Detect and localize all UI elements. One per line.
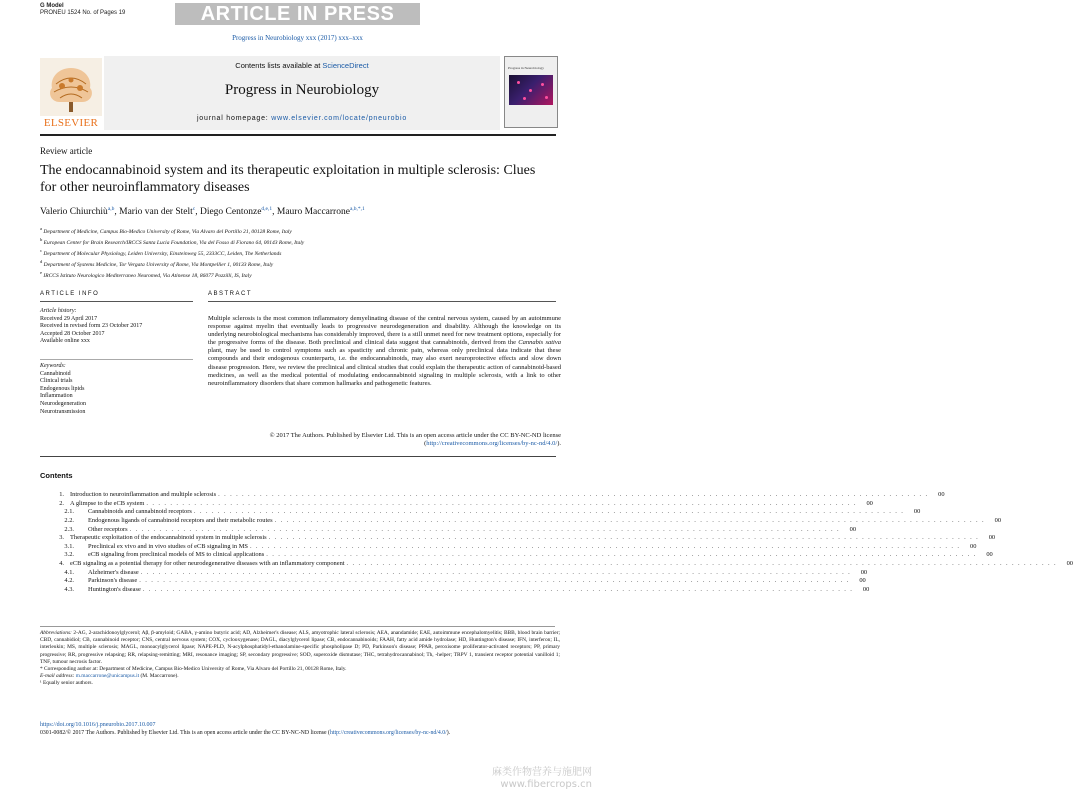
gmodel-line: G Model	[40, 3, 64, 9]
keywords-divider	[40, 359, 193, 360]
toc-entry-number: 2.	[59, 499, 64, 507]
toc-entry-title[interactable]: A glimpse to the eCB system	[70, 499, 145, 507]
toc-entry-number: 4.	[59, 560, 64, 568]
keywords-label: Keywords:	[40, 363, 66, 369]
toc-entry-page: 00	[938, 491, 945, 498]
cover-artwork	[509, 75, 553, 105]
toc-entry-number: 3.1.	[64, 542, 74, 550]
article-info-heading: ARTICLE INFO	[40, 291, 100, 297]
keyword: Neurotransmission	[40, 408, 86, 415]
affiliation	[40, 236, 555, 247]
toc-entry-page: 00	[860, 568, 868, 576]
license-link[interactable]: http://creativecommons.org/licenses/by-nc-nd/4.0/	[426, 440, 558, 448]
toc-entry[interactable]	[40, 568, 868, 578]
affiliation-marker[interactable]: a,b	[107, 206, 115, 212]
author-name[interactable]: Diego Centonze	[199, 207, 262, 218]
history-label: Article history:	[40, 308, 77, 314]
toc-entry-number: 3.2.	[64, 551, 74, 559]
toc-entry[interactable]	[40, 499, 873, 509]
issn-license-link[interactable]: http://creativecommons.org/licenses/by-nc-nd/4.0/	[329, 730, 447, 736]
affiliation-list	[40, 225, 555, 280]
toc-entry[interactable]	[40, 560, 1073, 569]
journal-cover-image	[504, 56, 558, 128]
toc-entry-page: 00	[859, 577, 866, 585]
doi-link[interactable]: https://doi.org/10.1016/j.pneurobio.2017.10.007	[40, 722, 156, 728]
cover-title: Progress in Neurobiology	[508, 66, 544, 70]
abstract-divider	[208, 301, 556, 302]
affiliation-marker: c	[40, 248, 43, 254]
toc-entry-page: 00	[994, 516, 1002, 524]
history-entry: Received in revised form 23 October 2017	[40, 323, 143, 330]
homepage-link[interactable]: www.elsevier.com/locate/pneurobio	[271, 115, 408, 122]
tree-icon	[40, 58, 102, 116]
affiliation-text: Department of Molecular Physiology, Leiden University, Einsteinweg 55, 2333CC, Leiden, The Netherlands	[43, 250, 282, 257]
article-title: The endocannabinoid system and its therapeutic exploitation in multiple sclerosis: Clues for other neuroinflammatory diseases	[40, 163, 536, 195]
toc-entry-title[interactable]: Other receptors	[88, 525, 128, 533]
toc-entry[interactable]	[40, 508, 921, 517]
affiliation-marker: a	[40, 226, 43, 231]
affiliation-text: Department of Systems Medicine, Tor Vergata University of Rome, Via Montpellier 1, 00133 Rome, Italy	[43, 261, 274, 268]
abbreviations-text: 2-AG, 2-arachidonoylglycerol; Aβ, β-amyloid; GABA, γ-amino butyric acid; AD, Alzheimer's disease; ALS, amyotrophic lateral sclerosis; AEA, anandamide; EAE, autoimmune encephalomyelitis; BBB, blood brain barrier; CBD, cannabidiol; CB, cannabinoid receptor; CNS, central nervous system; COX, cyclooxygenase; DAGL, diacylglycerol lipase; CB, endocannabinoids; FAAH, fatty acid amide hydrolase; HD, Huntington's disease; IFN, interferon; IL, interleukin; MS, multiple sclerosis; MAGL, monoacylglycerol lipase; NAPE-PLD, N-acylphosphatidyl-ethanolamine-specific phospholipase D; PD, Parkinson's disease; PPAR, peroxisome proliferator-activated receptors; PP, primary progressive; RR, progressive relapsing; RR, relapsing-remitting; MRI, resonance imaging; SP, secondary progressive; SOD, superoxide dismutase; THC, tetrahydrocannabinol; Th, -helper; TRPV 1, transient receptor potential vanilloid 1; TNF, tumour necrosis factor.	[40, 630, 560, 665]
toc-entry-title[interactable]: Endogenous ligands of cannabinoid receptors and their metabolic routes	[88, 516, 273, 524]
affiliation-text: IRCCS Istituto Neurologico Mediterraneo Neuromed, Via Atinense 18, 86077 Pozzilli, IS, Italy	[43, 272, 252, 279]
sciencedirect-link[interactable]: ScienceDirect	[322, 61, 369, 70]
author[interactable]	[277, 207, 365, 217]
toc-entry-number: 2.2.	[64, 516, 74, 524]
affiliation	[40, 247, 555, 258]
affiliation-marker: d	[40, 259, 43, 265]
contents-heading: Contents	[40, 471, 73, 480]
toc-entry-title[interactable]: eCB signaling as a potential therapy for other neurodegenerative diseases with an inflammatory component	[70, 560, 345, 568]
equal-contribution-note: ¹ Equally senior authors.	[40, 680, 93, 687]
toc-entry-page: 00	[862, 586, 870, 594]
author-name[interactable]: Valerio Chiurchiù	[40, 207, 108, 218]
author-name[interactable]: Mario van der Stelt	[119, 207, 193, 218]
info-divider	[40, 301, 193, 302]
abbreviations	[40, 630, 560, 666]
author-name[interactable]: Mauro Maccarrone	[276, 207, 350, 218]
toc-entry[interactable]	[40, 534, 996, 543]
toc-entry-title[interactable]: Cannabinoids and cannabinoid receptors	[88, 508, 192, 516]
history-entry: Accepted 28 October 2017	[40, 330, 105, 337]
toc-entry[interactable]	[40, 542, 977, 552]
affiliation	[40, 258, 555, 269]
header-divider	[40, 134, 556, 136]
watermark-line: 麻类作物营养与施肥网	[492, 767, 592, 778]
species-name: Cannabis sativa	[518, 339, 561, 347]
homepage-label: journal homepage:	[196, 115, 269, 122]
author-list: Valerio Chiurchiù$^{a,b}$, Mario van der Stelt$^c$, Diego Centonze$^{d,e,1}$, Mauro Maccarrone$^{a,b,*,1}$	[40, 206, 365, 218]
email-link[interactable]: m.maccarrone@unicampus.it	[75, 673, 140, 680]
toc-entry[interactable]	[40, 516, 1002, 526]
keyword: Cannabinoid	[40, 370, 71, 377]
footnotes	[40, 630, 560, 688]
toc-leader-dots: . . . . . . . . . . . . . . . . . . . . . . . . . . . . . . . . . . . . . . . . . . . . . . . . . . . . . . . . . . . . . . . . . . . . . . . . . . . . . . . . . . . . . . . . . . . . . . . . . . . . . . . . . . . . . . . . . . . . . . .	[142, 586, 854, 594]
toc-entry-page: 00	[1066, 560, 1073, 568]
history-entry: Received 29 April 2017	[40, 315, 98, 322]
affiliation	[40, 225, 555, 236]
toc-leader-dots: . . . . . . . . . . . . . . . . . . . . . . . . . . . . . . . . . . . . . . . . . . . . . . . . . . . . . . . . . . . . . . . . . . . . . . . . . . . . . . . . . . . . . . . . . . . . . . . . . . . . . . . . . . . . . . . . . . . . . . .	[218, 491, 929, 498]
author[interactable]	[119, 207, 195, 217]
license-suffix: ).	[557, 440, 561, 448]
toc-entry[interactable]	[40, 491, 945, 500]
abstract-text: Multiple sclerosis is the most common inflammatory demyelinating disease of the central nervous system, caused by an autoimmune response against myelin that eventually leads to progressive neurodegeneration and disability. Although the knowledge on its underlying neurobiological mechanisms has considerably improved, there is a still unmet need for new treatment options, especially for the progressive forms of the disease. Both preclinical and clinical data suggest that cannabinoids, derived from the Cannabis sativa plant, may be used to control symptoms such as spasticity and chronic pain, whereas only preclinical data indicate that these compounds and their endogenous counterparts, i.e. the endocannabinoids, may also exert neuroprotective effects and slow down disease progression. Here, we review the preclinical and clinical studies that could explain the therapeutic action of cannabinoid-based medicines, as well as the medical potential of modulating endocannabinoid signaling in multiple sclerosis, with a link to other neuroinflammatory disorders that share common hallmarks and pathogenetic features.	[208, 315, 561, 387]
toc-entry-number: 3.	[59, 534, 64, 542]
journal-homepage-line	[110, 115, 494, 122]
toc-entry-page: 00	[970, 542, 977, 550]
toc-entry-title[interactable]: Alzheimer's disease	[88, 568, 139, 576]
keyword: Inflammation	[40, 393, 73, 400]
issn-suffix: ).	[446, 730, 451, 736]
toc-leader-dots: . . . . . . . . . . . . . . . . . . . . . . . . . . . . . . . . . . . . . . . . . . . . . . . . . . . . . . . . . . . . . . . . . . . . . . . . . . . . . . . . . . . . . . . . . . . . . . . . . . . . . . . . . . . . . . . . . . . . . . .	[129, 525, 841, 533]
toc-entry[interactable]	[40, 586, 870, 595]
site-watermark	[400, 767, 592, 791]
publisher-name: ELSEVIER	[43, 117, 99, 129]
toc-leader-dots: . . . . . . . . . . . . . . . . . . . . . . . . . . . . . . . . . . . . . . . . . . . . . . . . . . . . . . . . . . . . . . . . . . . . . . . . . . . . . . . . . . . . . . . . . . . . . . . . . . . . . . . . . . . . . . . . . . . . . . .	[274, 516, 986, 524]
toc-entry-title[interactable]: Preclinical ex vivo and in vivo studies of eCB signaling in MS	[88, 542, 248, 550]
toc-entry-title[interactable]: Parkinson's disease	[88, 577, 138, 585]
keyword: Clinical trials	[40, 378, 73, 385]
article-in-press-banner: ARTICLE IN PRESS	[175, 3, 420, 25]
license-statement	[208, 432, 561, 448]
affiliation-text: European Center for Brain Research/IRCCS Santa Lucia Foundation, Via del Fosso di Fiorano 64, 00143 Rome, Italy	[43, 239, 305, 246]
email-line	[40, 673, 560, 680]
toc-entry-number: 4.3.	[64, 586, 74, 594]
toc-entry[interactable]	[40, 577, 866, 586]
toc-entry-title[interactable]: Huntington's disease	[88, 586, 141, 594]
journal-citation[interactable]: Progress in Neurobiology xxx (2017) xxx–xxx	[232, 34, 363, 42]
keyword: Endogenous lipids	[40, 385, 85, 392]
toc-entry[interactable]	[40, 551, 993, 560]
affiliation-marker[interactable]: d,e,1	[261, 206, 273, 212]
toc-leader-dots: . . . . . . . . . . . . . . . . . . . . . . . . . . . . . . . . . . . . . . . . . . . . . . . . . . . . . . . . . . . . . . . . . . . . . . . . . . . . . . . . . . . . . . . . . . . . . . . . . . . . . . . . . . . . . . . . . . . . . . .	[346, 560, 1057, 568]
abstract-heading: ABSTRACT	[208, 291, 253, 297]
contents-available-line	[110, 61, 494, 70]
toc-entry-page: 00	[866, 499, 873, 507]
toc-entry-number: 2.3.	[64, 525, 74, 533]
pages-line: PRONEU 1524 No. of Pages 19	[40, 10, 126, 16]
article-type: Review article	[40, 146, 93, 156]
toc-entry-number: 4.2.	[64, 577, 74, 585]
toc-leader-dots: . . . . . . . . . . . . . . . . . . . . . . . . . . . . . . . . . . . . . . . . . . . . . . . . . . . . . . . . . . . . . . . . . . . . . . . . . . . . . . . . . . . . . . . . . . . . . . . . . . . . . . . . . . . . . . . . . . . . . . .	[146, 499, 857, 507]
toc-leader-dots: . . . . . . . . . . . . . . . . . . . . . . . . . . . . . . . . . . . . . . . . . . . . . . . . . . . . . . . . . . . . . . . . . . . . . . . . . . . . . . . . . . . . . . . . . . . . . . . . . . . . . . . . . . . . . . . . . . . . . . .	[140, 568, 852, 576]
abstract-bottom-divider	[40, 456, 556, 457]
corresponding-author: * Corresponding author at: Department of Medicine, Campus Bio-Medico University of Rome, Via Alvaro del Portillo 21, 00128 Rome, Italy.	[40, 666, 347, 673]
contents-prefix: Contents lists available at	[235, 61, 321, 70]
keyword: Neurodegeneration	[40, 400, 86, 407]
toc-leader-dots: . . . . . . . . . . . . . . . . . . . . . . . . . . . . . . . . . . . . . . . . . . . . . . . . . . . . . . . . . . . . . . . . . . . . . . . . . . . . . . . . . . . . . . . . . . . . . . . . . . . . . . . . . . . . . . . . . . . . . . .	[139, 577, 850, 585]
affiliation	[40, 269, 555, 280]
toc-leader-dots: . . . . . . . . . . . . . . . . . . . . . . . . . . . . . . . . . . . . . . . . . . . . . . . . . . . . . . . . . . . . . . . . . . . . . . . . . . . . . . . . . . . . . . . . . . . . . . . . . . . . . . . . . . . . . . . . . . . . . . .	[193, 508, 905, 516]
author[interactable]	[40, 207, 114, 217]
affiliation-marker[interactable]: a,b,*,1	[349, 206, 365, 212]
toc-entry-title[interactable]: Therapeutic exploitation of the endocannabinoid system in multiple sclerosis	[70, 534, 267, 542]
toc-leader-dots: . . . . . . . . . . . . . . . . . . . . . . . . . . . . . . . . . . . . . . . . . . . . . . . . . . . . . . . . . . . . . . . . . . . . . . . . . . . . . . . . . . . . . . . . . . . . . . . . . . . . . . . . . . . . . . . . . . . . . . .	[268, 534, 980, 542]
issn-prefix: 0301-0082/© 2017 The Authors. Published by Elsevier Ltd. This is an open access article under the CC BY-NC-ND license (	[40, 730, 330, 736]
license-prefix: © 2017 The Authors. Published by Elsevier Ltd. This is an open access article under the CC BY-NC-ND license (	[269, 432, 561, 448]
affiliation-text: Department of Medicine, Campus Bio-Medico University of Rome, Via Alvaro del Portillo 21, 00128 Rome, Italy	[43, 228, 292, 235]
toc-entry-number: 4.1.	[64, 568, 74, 576]
history-entry: Available online xxx	[40, 338, 90, 345]
toc-entry[interactable]	[40, 525, 857, 535]
keyword-list	[40, 363, 200, 416]
toc-leader-dots: . . . . . . . . . . . . . . . . . . . . . . . . . . . . . . . . . . . . . . . . . . . . . . . . . . . . . . . . . . . . . . . . . . . . . . . . . . . . . . . . . . . . . . . . . . . . . . . . . . . . . . . . . . . . . . . . . . . . . . .	[249, 542, 961, 550]
footnote-divider	[40, 626, 555, 627]
toc-entry-title[interactable]: eCB signaling from preclinical models of MS to clinical applications	[88, 551, 265, 559]
email-label: E-mail address:	[40, 673, 75, 680]
email-suffix: (M. Maccarrone).	[140, 673, 179, 680]
toc-entry-title[interactable]: Introduction to neuroinflammation and multiple sclerosis	[70, 491, 217, 498]
model-info	[40, 3, 125, 17]
toc-entry-page: 00	[988, 534, 996, 542]
toc-entry-number: 1.	[59, 491, 64, 498]
article-history	[40, 308, 200, 346]
affiliation-marker[interactable]: c	[192, 206, 196, 212]
watermark-url: www.fibercrops.cn	[500, 779, 592, 790]
journal-title: Progress in Neurobiology	[224, 82, 380, 98]
toc-entry-page: 00	[986, 551, 993, 559]
toc-entry-page: 00	[849, 525, 857, 533]
affiliation-marker: b	[40, 237, 43, 243]
toc-leader-dots: . . . . . . . . . . . . . . . . . . . . . . . . . . . . . . . . . . . . . . . . . . . . . . . . . . . . . . . . . . . . . . . . . . . . . . . . . . . . . . . . . . . . . . . . . . . . . . . . . . . . . . . . . . . . . . . . . . . . . . .	[266, 551, 977, 559]
abbreviations-label: Abbreviations:	[40, 630, 72, 636]
toc-entry-number: 2.1.	[64, 508, 74, 516]
affiliation-marker: e	[40, 270, 43, 276]
toc-entry-page: 00	[913, 508, 921, 516]
table-of-contents	[40, 491, 1073, 595]
issn-license-line	[40, 730, 560, 736]
author[interactable]	[200, 207, 272, 217]
